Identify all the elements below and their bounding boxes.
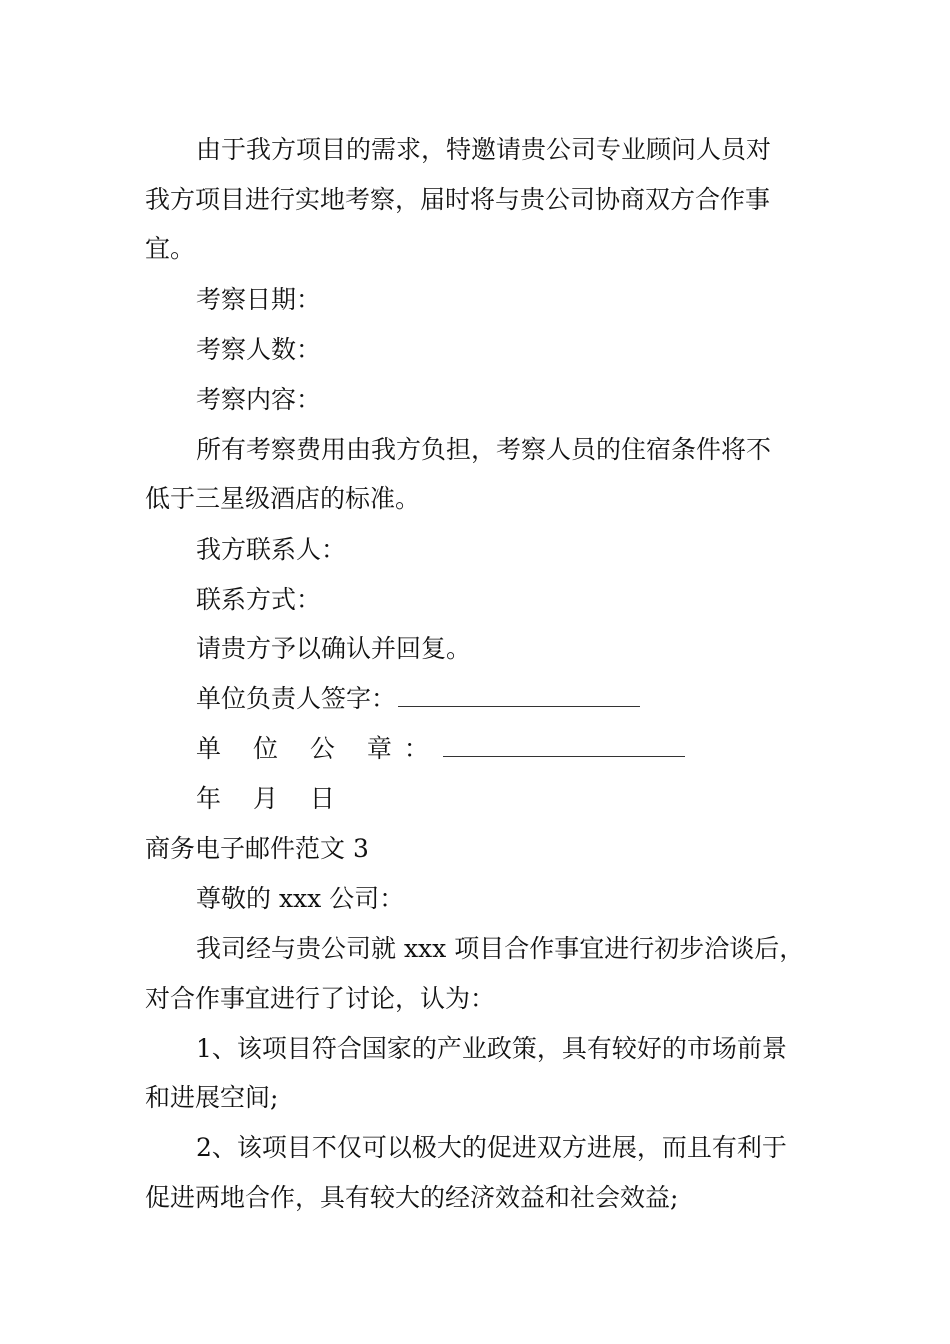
list-item-line: 2、该项目不仅可以极大的促进双方进展，而且有利于 <box>196 1133 787 1162</box>
inspect-date-label: 考察日期： <box>196 285 322 314</box>
section-title: 商务电子邮件范文 3 <box>145 834 369 863</box>
paragraph-line: 由于我方项目的需求，特邀请贵公司专业顾问人员对 <box>196 135 772 164</box>
paragraph-line: 我司经与贵公司就 xxx 项目合作事宜进行初步洽谈后， <box>196 934 805 963</box>
date-line: 年 月 日 <box>196 784 347 813</box>
inspect-count-label: 考察人数： <box>196 335 322 364</box>
signature-label: 单位负责人签字： <box>196 684 397 713</box>
paragraph-line: 宜。 <box>145 234 196 263</box>
list-item-line: 1、该项目符合国家的产业政策，具有较好的市场前景 <box>196 1034 787 1063</box>
signature-blank <box>398 686 640 707</box>
seal-blank <box>443 736 685 757</box>
paragraph-line: 所有考察费用由我方负担，考察人员的住宿条件将不 <box>196 435 772 464</box>
list-item-line: 促进两地合作，具有较大的经济效益和社会效益; <box>145 1183 679 1212</box>
seal-line <box>196 734 685 764</box>
inspect-content-label: 考察内容： <box>196 385 322 414</box>
contact-method-label: 联系方式： <box>196 585 322 614</box>
signature-line <box>196 684 640 714</box>
paragraph-line: 我方项目进行实地考察，届时将与贵公司协商双方合作事 <box>145 185 771 214</box>
salutation: 尊敬的 xxx 公司： <box>196 884 405 913</box>
paragraph-line: 对合作事宜进行了讨论，认为： <box>145 984 496 1013</box>
list-item-line: 和进展空间; <box>145 1083 279 1112</box>
paragraph-line: 低于三星级酒店的标准。 <box>145 484 421 513</box>
seal-label: 单 位 公 章： <box>196 734 441 763</box>
contact-person-label: 我方联系人： <box>196 535 347 564</box>
confirm-line: 请贵方予以确认并回复。 <box>196 634 472 663</box>
